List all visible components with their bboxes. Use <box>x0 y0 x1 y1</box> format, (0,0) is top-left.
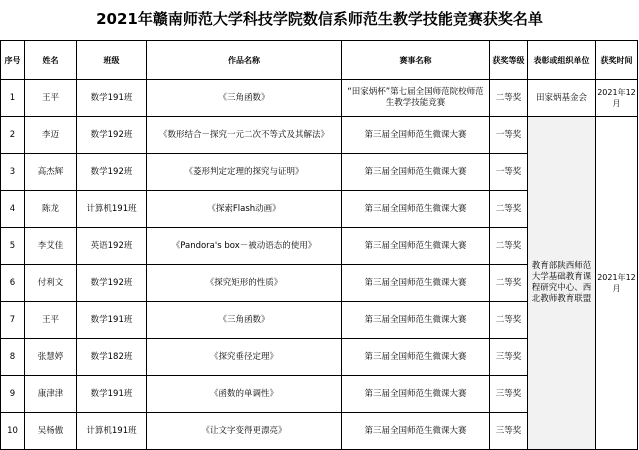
cell-org-merged <box>528 117 596 450</box>
cell-no: 2 <box>1 117 25 154</box>
award-table <box>0 40 638 450</box>
cell-name: 李迈 <box>25 117 77 154</box>
cell-work: 《探究垂径定理》 <box>147 339 342 376</box>
cell-level: 三等奖 <box>490 339 528 376</box>
cell-name: 王平 <box>25 302 77 339</box>
cell-level: 二等奖 <box>490 228 528 265</box>
cell-work: 《探索Flash动画》 <box>147 191 342 228</box>
cell-time-merged: 2021年12月 <box>596 117 638 450</box>
cell-event: 第三届全国师范生微课大赛 <box>342 117 490 154</box>
cell-no: 10 <box>1 413 25 450</box>
table-row <box>1 117 638 154</box>
cell-no: 3 <box>1 154 25 191</box>
cell-class: 数学191班 <box>77 302 147 339</box>
event-text: “田家炳杯”第七届全国师范院校师范生教学技能竞赛 <box>347 87 484 108</box>
header-event: 赛事名称 <box>342 41 490 80</box>
cell-class: 数学192班 <box>77 154 147 191</box>
cell-name: 张慧婷 <box>25 339 77 376</box>
header-time: 获奖时间 <box>596 41 638 80</box>
cell-event: 第三届全国师范生微课大赛 <box>342 191 490 228</box>
cell-class: 计算机191班 <box>77 413 147 450</box>
cell-work: 《函数的单调性》 <box>147 376 342 413</box>
work-text: 《数形结合－探究一元二次不等式及其解法》 <box>158 129 329 140</box>
cell-level: 二等奖 <box>490 191 528 228</box>
table-row <box>1 80 638 117</box>
cell-work: 《Pandora's box－被动语态的使用》 <box>147 228 342 265</box>
cell-work <box>147 117 342 154</box>
cell-name: 陈龙 <box>25 191 77 228</box>
cell-work: 《三角函数》 <box>147 302 342 339</box>
cell-name: 付利文 <box>25 265 77 302</box>
header-class: 班级 <box>77 41 147 80</box>
cell-no: 9 <box>1 376 25 413</box>
cell-work: 《菱形判定定理的探究与证明》 <box>147 154 342 191</box>
header-org: 表彰或组织单位 <box>528 41 596 80</box>
cell-class: 英语192班 <box>77 228 147 265</box>
header-work: 作品名称 <box>147 41 342 80</box>
cell-name: 李艾佳 <box>25 228 77 265</box>
cell-name: 王平 <box>25 80 77 117</box>
cell-no: 6 <box>1 265 25 302</box>
cell-event: 第三届全国师范生微课大赛 <box>342 376 490 413</box>
cell-class: 数学182班 <box>77 339 147 376</box>
cell-no: 1 <box>1 80 25 117</box>
cell-event: 第三届全国师范生微课大赛 <box>342 154 490 191</box>
cell-class: 数学191班 <box>77 80 147 117</box>
page-title: 2021年赣南师范大学科技学院数信系师范生教学技能竞赛获奖名单 <box>96 10 543 28</box>
cell-class: 数学192班 <box>77 117 147 154</box>
header-name: 姓名 <box>25 41 77 80</box>
cell-work: 《让文字变得更漂亮》 <box>147 413 342 450</box>
cell-work <box>147 80 342 117</box>
cell-event: 第三届全国师范生微课大赛 <box>342 339 490 376</box>
cell-no: 8 <box>1 339 25 376</box>
header-no: 序号 <box>1 41 25 80</box>
cell-name: 吴杨傲 <box>25 413 77 450</box>
cell-org: 田家炳基金会 <box>528 80 596 117</box>
header-level: 获奖等级 <box>490 41 528 80</box>
cell-work: 《探究矩形的性质》 <box>147 265 342 302</box>
cell-level: 三等奖 <box>490 376 528 413</box>
cell-level: 一等奖 <box>490 117 528 154</box>
cell-level: 二等奖 <box>490 80 528 117</box>
cell-event <box>342 80 490 117</box>
cell-no: 7 <box>1 302 25 339</box>
cell-event: 第三届全国师范生微课大赛 <box>342 302 490 339</box>
cell-class: 计算机191班 <box>77 191 147 228</box>
cell-level: 三等奖 <box>490 413 528 450</box>
work-text: 《三角函数》 <box>218 92 270 103</box>
cell-level: 一等奖 <box>490 154 528 191</box>
cell-no: 5 <box>1 228 25 265</box>
cell-class: 数学191班 <box>77 376 147 413</box>
cell-class: 数学192班 <box>77 265 147 302</box>
cell-level: 二等奖 <box>490 265 528 302</box>
cell-event: 第三届全国师范生微课大赛 <box>342 228 490 265</box>
cell-event: 第三届全国师范生微课大赛 <box>342 413 490 450</box>
cell-level: 二等奖 <box>490 302 528 339</box>
org-text: 教育部陕西师范大学基础教育课程研究中心、西北教师教育联盟 <box>531 261 592 304</box>
cell-time: 2021年12月 <box>596 80 638 117</box>
cell-name: 康津津 <box>25 376 77 413</box>
table-header-row <box>1 41 638 80</box>
cell-name: 高杰辉 <box>25 154 77 191</box>
cell-event: 第三届全国师范生微课大赛 <box>342 265 490 302</box>
cell-no: 4 <box>1 191 25 228</box>
